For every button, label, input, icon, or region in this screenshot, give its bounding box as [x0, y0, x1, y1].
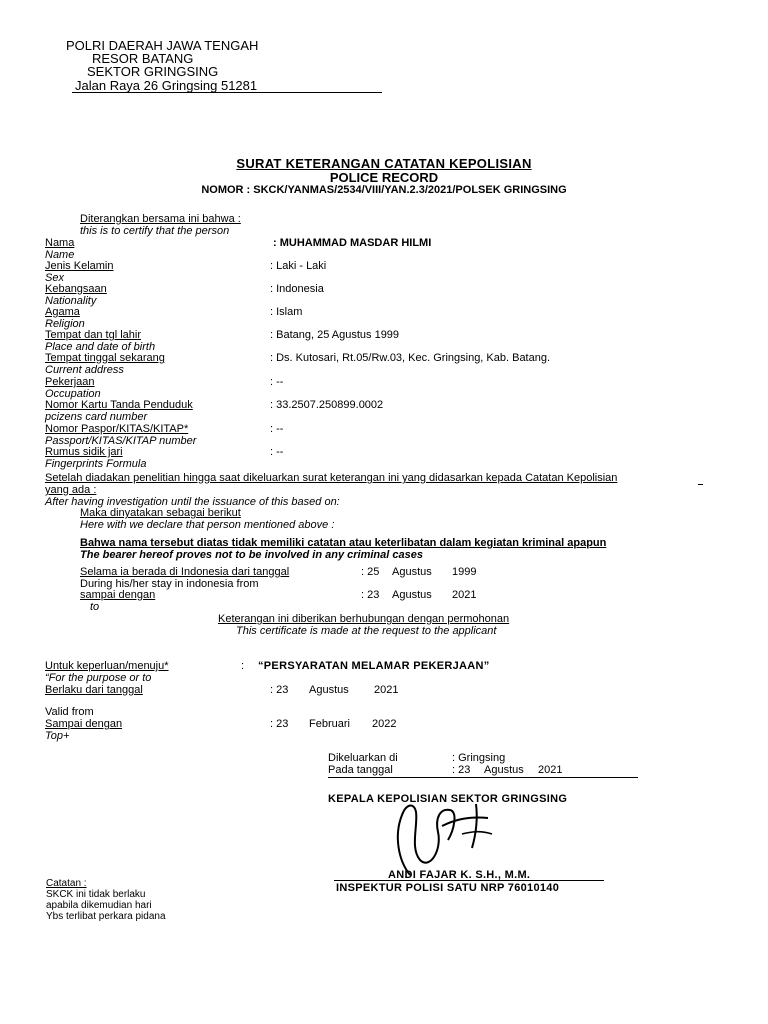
purpose-label: Untuk keperluan/menuju*: [45, 660, 169, 672]
intro-text-english: this is to certify that the person: [80, 225, 230, 237]
field-label-nationality: Kebangsaan: [45, 283, 107, 295]
field-label-religion-en: Religion: [45, 318, 85, 330]
issued-rule: [328, 777, 638, 778]
field-value-sex: : Laki - Laki: [270, 260, 327, 272]
signature-image: [380, 790, 520, 880]
stay-from-year: 1999: [452, 566, 477, 578]
field-value-passport: : --: [270, 423, 284, 435]
field-label-passport-en: Passport/KITAS/KITAP number: [45, 435, 197, 447]
field-label-occupation-en: Occupation: [45, 388, 101, 400]
letterhead-line-3: SEKTOR GRINGSING: [87, 64, 219, 79]
field-label-birth: Tempat dan tgl lahir: [45, 329, 141, 341]
stay-to-label: sampai dengan: [80, 589, 156, 601]
field-value-id-card: : 33.2507.250899.0002: [270, 399, 384, 411]
field-label-fingerprint-en: Fingerprints Formula: [45, 458, 147, 470]
field-value-fingerprint: : --: [270, 446, 284, 458]
valid-to-label: Sampai dengan: [45, 718, 123, 730]
issued-at-value: : Gringsing: [452, 752, 506, 764]
field-label-id-card-en: pcizens card number: [45, 411, 148, 423]
field-value-religion: : Islam: [270, 306, 303, 318]
signatory-office: KEPALA KEPOLISIAN SEKTOR GRINGSING: [328, 793, 568, 805]
field-label-occupation: Pekerjaan: [45, 376, 95, 388]
intro-text: Diterangkan bersama ini bahwa :: [80, 213, 241, 225]
issued-date-day: : 23: [452, 764, 471, 776]
letterhead-line-2: RESOR BATANG: [92, 51, 194, 66]
valid-to-label-english: Top+: [45, 730, 70, 742]
stay-to-label-english: to: [90, 601, 100, 613]
field-value-address: : Ds. Kutosari, Rt.05/Rw.03, Kec. Gringsing, Kab. Batang.: [270, 352, 551, 364]
issued-date-label: Pada tanggal: [328, 764, 393, 776]
stay-to-month: Agustus: [392, 589, 432, 601]
issued-date-year: 2021: [538, 764, 563, 776]
field-label-nationality-en: Nationality: [45, 295, 97, 307]
stay-from-day: : 25: [361, 566, 380, 578]
field-value-name: : MUHAMMAD MASDAR HILMI: [273, 237, 432, 249]
valid-from-label-english: Valid from: [45, 706, 94, 718]
valid-to-month: Februari: [309, 718, 350, 730]
field-value-occupation: : --: [270, 376, 284, 388]
investigation-line-1: Setelah diadakan penelitian hingga saat dikeluarkan surat keterangan ini yang didasarkan kepada Catatan Kepolisian: [45, 472, 618, 484]
field-label-passport: Nomor Paspor/KITAS/KITAP*: [45, 423, 189, 435]
statement-text-english: The bearer hereof proves not to be involved in any criminal cases: [80, 549, 423, 561]
field-label-birth-en: Place and date of birth: [45, 341, 156, 353]
investigation-rule-end: [698, 484, 703, 485]
field-label-religion: Agama: [45, 306, 80, 318]
field-label-sex: Jenis Kelamin: [45, 260, 114, 272]
document-title: SURAT KETERANGAN CATATAN KEPOLISIAN: [236, 156, 532, 171]
document-number: NOMOR : SKCK/YANMAS/2534/VIII/YAN.2.3/2021/POLSEK GRINGSING: [201, 184, 567, 196]
valid-from-day: : 23: [270, 684, 289, 696]
stay-from-label-english: During his/her stay in indonesia from: [80, 578, 259, 590]
signatory-name-rule: [334, 880, 604, 881]
request-text-english: This certificate is made at the request to the applicant: [236, 625, 497, 637]
issued-date-month: Agustus: [484, 764, 524, 776]
field-value-birth: : Batang, 25 Agustus 1999: [270, 329, 400, 341]
field-label-sex-en: Sex: [45, 272, 64, 284]
valid-to-day: : 23: [270, 718, 289, 730]
signatory-rank: INSPEKTUR POLISI SATU NRP 76010140: [336, 882, 560, 894]
note-title: Catatan :: [46, 878, 87, 889]
valid-from-year: 2021: [374, 684, 399, 696]
valid-to-year: 2022: [372, 718, 397, 730]
stay-from-label: Selama ia berada di Indonesia dari tanggal: [80, 566, 290, 578]
note-line-2: apabila dikemudian hari: [46, 900, 152, 911]
investigation-line-2: yang ada :: [45, 484, 97, 496]
field-label-address: Tempat tinggal sekarang: [45, 352, 165, 364]
letterhead-address: Jalan Raya 26 Gringsing 51281: [75, 78, 258, 93]
purpose-value: “PERSYARATAN MELAMAR PEKERJAAN”: [258, 660, 490, 672]
note-line-1: SKCK ini tidak berlaku: [46, 889, 146, 900]
stay-from-month: Agustus: [392, 566, 432, 578]
stay-to-day: : 23: [361, 589, 380, 601]
field-label-name: Nama: [45, 237, 75, 249]
field-label-fingerprint: Rumus sidik jari: [45, 446, 123, 458]
field-label-name-en: Name: [45, 249, 75, 261]
declaration-text-english: Here with we declare that person mentioned above :: [80, 519, 335, 531]
purpose-label-english: “For the purpose or to: [45, 672, 152, 684]
stay-to-year: 2021: [452, 589, 477, 601]
letterhead-rule: [72, 92, 382, 93]
signatory-name: ANDI FAJAR K. S.H., M.M.: [388, 869, 531, 881]
note-line-3: Ybs terlibat perkara pidana: [46, 911, 166, 922]
field-label-id-card: Nomor Kartu Tanda Penduduk: [45, 399, 193, 411]
purpose-colon: :: [241, 660, 245, 672]
declaration-text: Maka dinyatakan sebagai berikut: [80, 507, 241, 519]
valid-from-label: Berlaku dari tanggal: [45, 684, 143, 696]
field-value-nationality: : Indonesia: [270, 283, 324, 295]
letterhead-line-1: POLRI DAERAH JAWA TENGAH: [66, 38, 259, 53]
field-label-address-en: Current address: [45, 364, 124, 376]
valid-from-month: Agustus: [309, 684, 349, 696]
request-text: Keterangan ini diberikan berhubungan dengan permohonan: [218, 613, 510, 625]
investigation-english: After having investigation until the issuance of this based on:: [45, 496, 340, 508]
document-title-english: POLICE RECORD: [329, 170, 439, 185]
issued-at-label: Dikeluarkan di: [328, 752, 398, 764]
statement-text: Bahwa nama tersebut diatas tidak memiliki catatan atau keterlibatan dalam kegiatan kriminal apapun: [80, 537, 607, 549]
